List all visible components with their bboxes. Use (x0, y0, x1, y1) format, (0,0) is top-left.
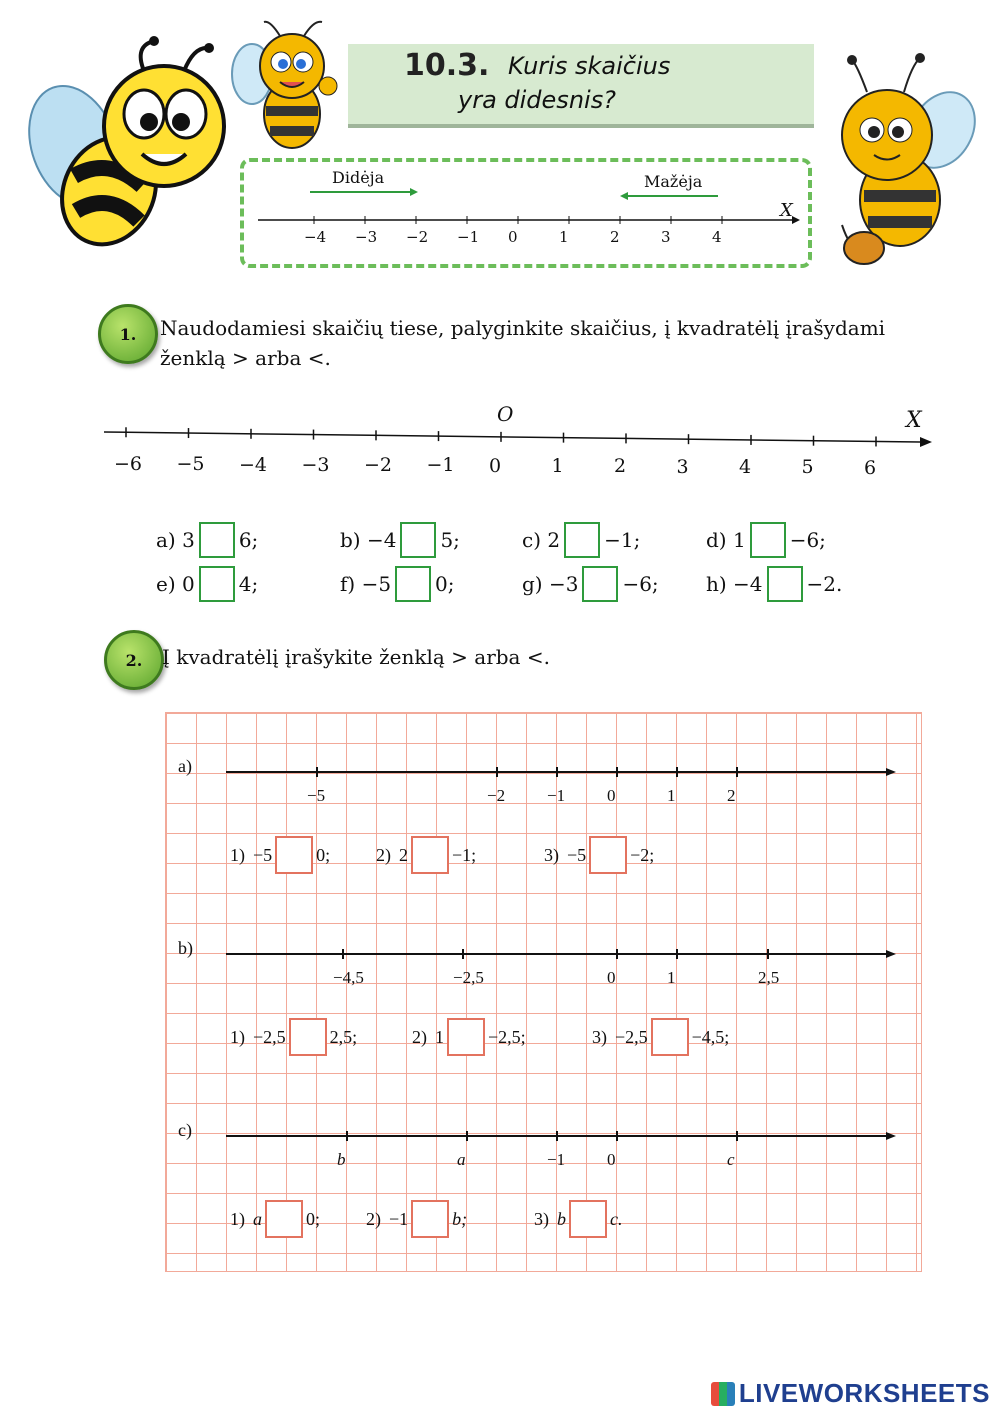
task2-item (230, 1200, 320, 1238)
header-tick-label: −2 (406, 228, 429, 246)
answer-box[interactable] (199, 522, 235, 558)
task1-tick-label: −1 (426, 454, 455, 477)
bee-illustration-right (812, 40, 977, 270)
task2-tick-label: −5 (307, 786, 326, 805)
task1-exercise (156, 522, 258, 558)
task2-number-line (226, 764, 898, 780)
exercise-left: g) −3 (522, 572, 579, 596)
logo-mark-icon (711, 1382, 735, 1406)
header-tick-label: −3 (355, 228, 378, 246)
task1-exercise (156, 566, 258, 602)
task2-item (366, 1200, 467, 1238)
task1-axis-label: X (906, 408, 922, 433)
answer-box[interactable] (289, 1018, 327, 1056)
task1-exercise (706, 522, 826, 558)
answer-box[interactable] (199, 566, 235, 602)
item-left: −5 (253, 844, 273, 865)
header-tick-label: 3 (661, 228, 671, 246)
exercise-left: a) 3 (156, 528, 195, 552)
bee-illustration-left (14, 36, 229, 256)
item-left: −1 (389, 1208, 409, 1229)
item-left: 2 (399, 844, 408, 865)
item-left: a (253, 1208, 262, 1229)
exercise-right: −6; (789, 528, 826, 552)
task2-instruction: Į kvadratėlį įrašykite ženklą > arba <. (162, 645, 550, 669)
task1-number-line (100, 420, 940, 450)
task2-tick-label: 0 (607, 968, 616, 987)
task1-exercise (340, 522, 460, 558)
decreases-label: Mažėja (644, 172, 703, 191)
task2-badge (104, 630, 164, 690)
item-number: 1) (230, 1208, 245, 1229)
item-left: b (557, 1208, 566, 1229)
task2-item (544, 836, 654, 874)
task1-tick-label: 5 (801, 456, 814, 479)
task1-tick-label: 0 (489, 454, 502, 477)
task1-tick-label: −2 (364, 454, 393, 477)
exercise-right: −2. (806, 572, 843, 596)
answer-box[interactable] (275, 836, 313, 874)
answer-box[interactable] (564, 522, 600, 558)
task1-badge (98, 304, 158, 364)
liveworksheets-logo (711, 1378, 990, 1409)
task1-tick-label: 2 (614, 455, 627, 478)
answer-box[interactable] (411, 1200, 449, 1238)
item-number: 3) (544, 844, 559, 865)
header-tick-label: 4 (712, 228, 722, 246)
item-left: 1 (435, 1026, 444, 1047)
answer-box[interactable] (411, 836, 449, 874)
task2-item (376, 836, 476, 874)
exercise-left: e) 0 (156, 572, 195, 596)
lesson-number: 10.3. (404, 48, 490, 83)
graph-paper-grid (165, 712, 922, 1272)
task1-tick-label: −3 (301, 453, 330, 476)
header-tick-label: −4 (304, 228, 327, 246)
task1-exercise (522, 566, 659, 602)
task1-tick-label: 1 (551, 455, 564, 478)
task2-item (230, 836, 330, 874)
answer-box[interactable] (400, 522, 436, 558)
part-label: a) (178, 756, 192, 776)
task1-tick-label: −6 (114, 452, 143, 475)
task2-tick-label: 1 (667, 968, 676, 987)
exercise-right: 0; (435, 572, 455, 596)
item-right: 2,5; (329, 1026, 358, 1047)
item-left: −2,5 (253, 1026, 286, 1047)
lesson-title-line1: Kuris skaičius (508, 52, 671, 80)
item-right: −1; (452, 844, 477, 865)
answer-box[interactable] (767, 566, 803, 602)
answer-box[interactable] (582, 566, 618, 602)
task2-tick-label: 2,5 (758, 968, 780, 987)
task2-tick-label: b (337, 1150, 346, 1169)
lesson-title-banner (348, 44, 814, 128)
exercise-left: c) 2 (522, 528, 561, 552)
task2-item (592, 1018, 729, 1056)
answer-box[interactable] (569, 1200, 607, 1238)
task2-tick-label: 0 (607, 786, 616, 805)
task1-instruction-line2: ženklą > arba <. (160, 346, 331, 370)
answer-box[interactable] (265, 1200, 303, 1238)
exercise-left: f) −5 (340, 572, 392, 596)
answer-box[interactable] (651, 1018, 689, 1056)
item-left: −2,5 (615, 1026, 648, 1047)
item-number: 2) (376, 844, 391, 865)
task2-tick-label: −1 (547, 1150, 566, 1169)
exercise-left: b) −4 (340, 528, 397, 552)
item-number: 2) (412, 1026, 427, 1047)
header-tick-label: 2 (610, 228, 620, 246)
task1-instruction-line1: Naudodamiesi skaičių tiese, palyginkite skaičius, į kvadratėlį įrašydami (160, 316, 886, 340)
item-left: −5 (567, 844, 587, 865)
task1-exercise (522, 522, 640, 558)
answer-box[interactable] (589, 836, 627, 874)
item-number: 2) (366, 1208, 381, 1229)
task1-instruction (160, 313, 950, 373)
part-label: b) (178, 938, 193, 958)
task2-tick-label: 1 (667, 786, 676, 805)
task2-tick-label: a (457, 1150, 466, 1169)
header-number-line (244, 162, 808, 264)
bee-illustration-small (230, 14, 350, 154)
header-axis-label: X (780, 200, 793, 221)
task1-exercise (706, 566, 842, 602)
item-right: b; (452, 1208, 468, 1229)
lesson-title-line2: yra didesnis? (458, 86, 616, 114)
answer-box[interactable] (447, 1018, 485, 1056)
item-right: 0; (316, 844, 331, 865)
item-right: −2,5; (488, 1026, 526, 1047)
answer-box[interactable] (750, 522, 786, 558)
task2-number: 2. (125, 650, 143, 670)
task1-number: 1. (119, 324, 137, 344)
item-right: 0; (306, 1208, 321, 1229)
exercise-right: 4; (238, 572, 259, 596)
answer-box[interactable] (395, 566, 431, 602)
header-number-line-box (240, 158, 812, 268)
task2-item (412, 1018, 526, 1056)
item-number: 1) (230, 844, 245, 865)
task2-number-line (226, 1128, 898, 1144)
header-tick-label: 1 (559, 228, 569, 246)
exercise-left: h) −4 (706, 572, 763, 596)
item-right: −4,5; (691, 1026, 730, 1047)
origin-label: O (497, 402, 514, 426)
part-label: c) (178, 1120, 192, 1140)
task1-tick-label: 3 (676, 455, 689, 478)
task2-tick-label: −2,5 (453, 968, 484, 987)
task1-tick-label: −4 (239, 453, 268, 476)
item-right: −2; (630, 844, 655, 865)
task1-tick-label: 6 (864, 456, 877, 479)
task1-tick-label: −5 (176, 453, 205, 476)
exercise-right: −6; (622, 572, 659, 596)
header-tick-label: 0 (508, 228, 518, 246)
exercise-left: d) 1 (706, 528, 746, 552)
brand-name: LIVEWORKSHEETS (738, 1378, 990, 1408)
task1-exercise (340, 566, 455, 602)
exercise-right: 6; (238, 528, 259, 552)
task2-tick-label: −1 (547, 786, 566, 805)
task2-tick-label: 2 (727, 786, 736, 805)
exercise-right: −1; (604, 528, 641, 552)
item-number: 3) (534, 1208, 549, 1229)
header-tick-label: −1 (457, 228, 480, 246)
exercise-right: 5; (440, 528, 460, 552)
task2-number-line (226, 946, 898, 962)
task2-tick-label: −4,5 (333, 968, 364, 987)
increases-label: Didėja (332, 168, 385, 187)
task2-tick-label: −2 (487, 786, 506, 805)
item-number: 1) (230, 1026, 245, 1047)
item-number: 3) (592, 1026, 607, 1047)
item-right: c. (610, 1208, 623, 1229)
task2-tick-label: c (727, 1150, 735, 1169)
task2-item (534, 1200, 623, 1238)
task2-tick-label: 0 (607, 1150, 616, 1169)
task2-item (230, 1018, 357, 1056)
task1-tick-label: 4 (739, 455, 752, 478)
